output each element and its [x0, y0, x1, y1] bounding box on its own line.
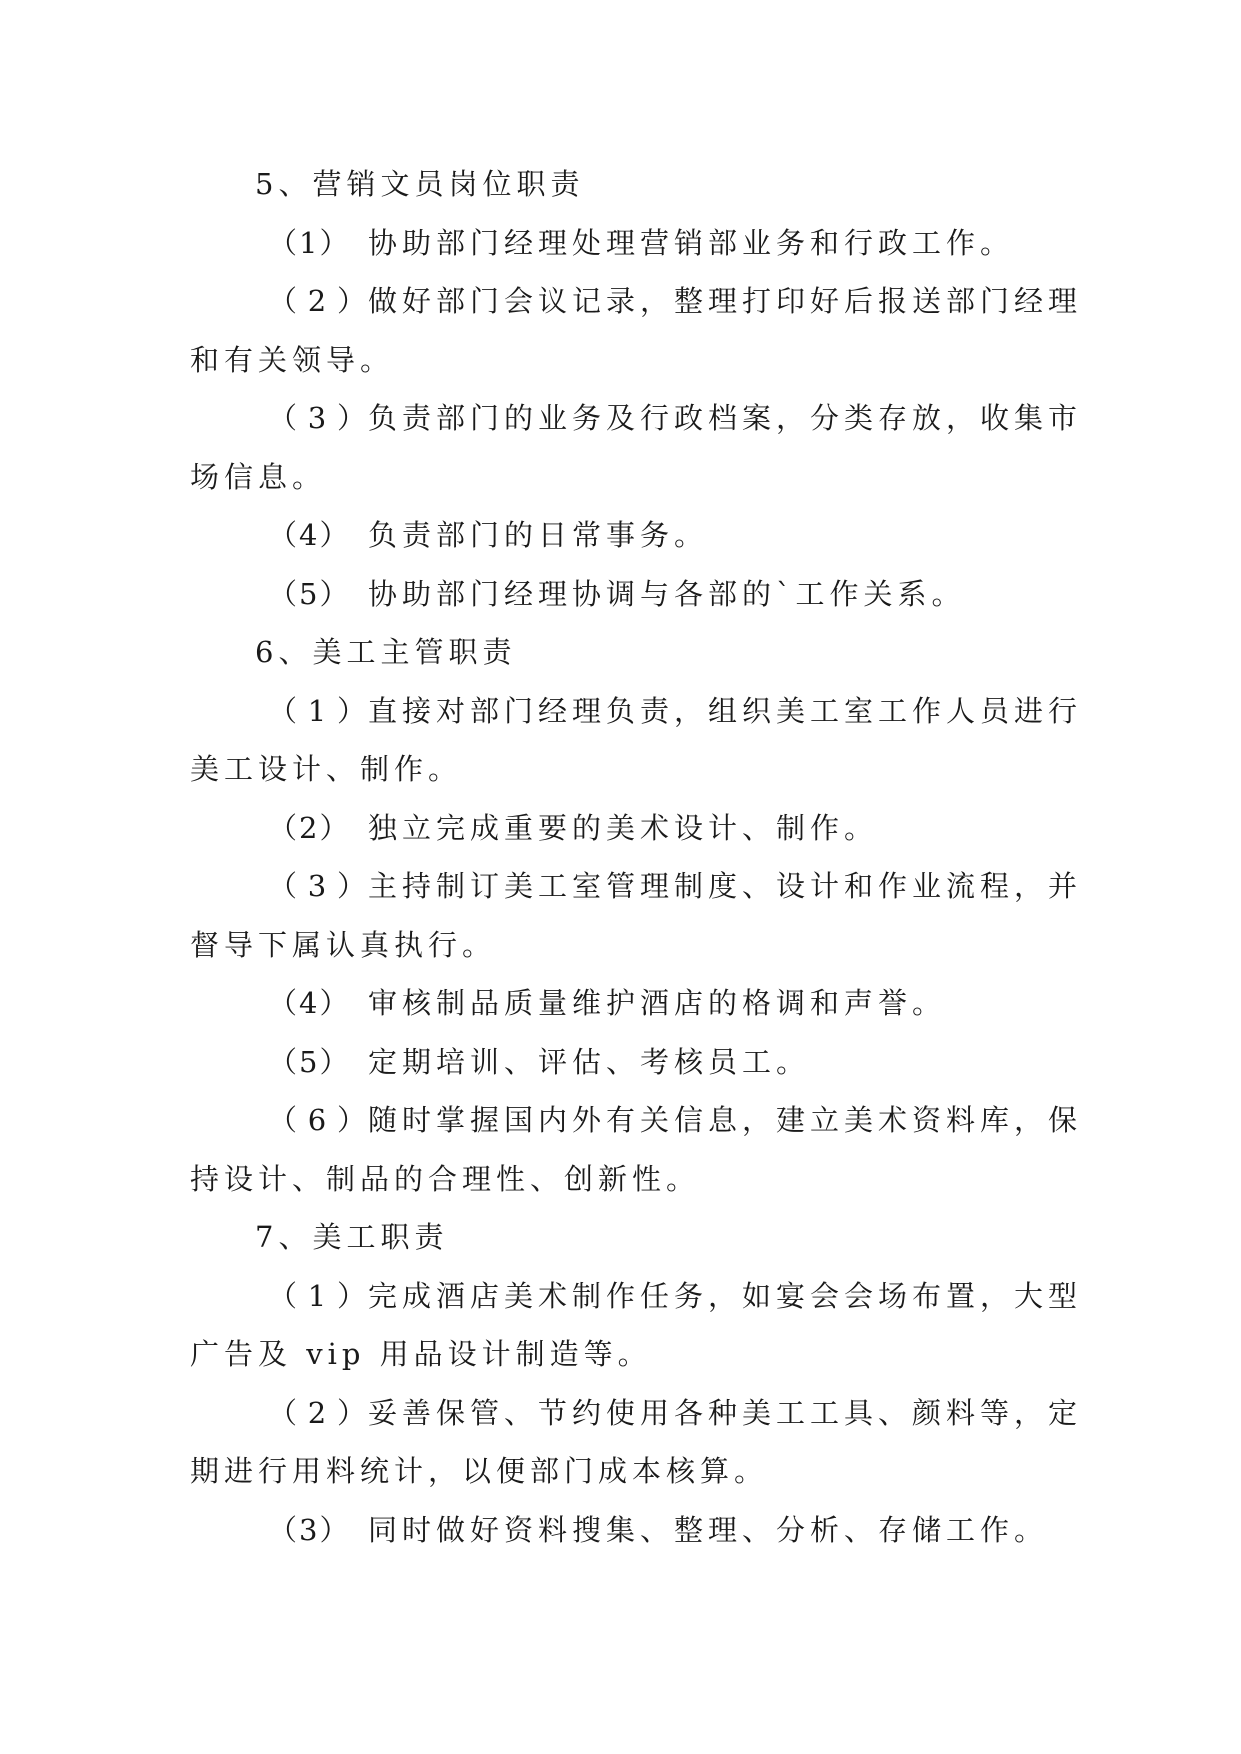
item-number: （3）	[268, 401, 368, 435]
item-number: （2）	[268, 284, 368, 318]
list-item	[190, 214, 1060, 273]
item-number: （1）	[268, 1278, 368, 1313]
list-item	[190, 1091, 1083, 1150]
list-item-continuation: 期进行用料统计，以便部门成本核算。	[190, 1454, 769, 1488]
item-text: 负责部门的业务及行政档案，分类存放，收集市	[368, 401, 1083, 435]
item-number: （6）	[268, 1103, 368, 1137]
section-heading: 6、美工主管职责	[255, 635, 517, 669]
item-text: 协助部门经理协调与各部的`工作关系。	[368, 576, 966, 611]
section-heading: 5、营销文员岗位职责	[255, 167, 585, 201]
list-item	[190, 565, 1060, 624]
item-number: （2）	[268, 810, 351, 845]
item-number: （2）	[268, 1395, 368, 1430]
list-item-continuation: 美工设计、制作。	[190, 752, 463, 786]
item-text: 直接对部门经理负责，组织美工室工作人员进行	[368, 693, 1083, 728]
item-text: 完成酒店美术制作任务，如宴会会场布置，大型	[368, 1278, 1083, 1313]
item-text: 妥善保管、节约使用各种美工工具、颜料等，定	[368, 1395, 1083, 1430]
list-item	[190, 974, 1060, 1033]
list-item	[190, 857, 1083, 916]
item-text: 主持制订美工室管理制度、设计和作业流程，并	[368, 869, 1083, 903]
item-number: （5）	[268, 576, 351, 611]
list-item	[190, 1267, 1083, 1326]
item-number: （1）	[268, 225, 351, 260]
item-text: 独立完成重要的美术设计、制作。	[368, 810, 879, 845]
list-item	[190, 1501, 1060, 1560]
item-number: （1）	[268, 693, 368, 728]
list-item	[190, 272, 1083, 331]
item-number: （5）	[268, 1044, 351, 1079]
list-item-continuation: 督导下属认真执行。	[190, 927, 497, 962]
list-item	[190, 1384, 1083, 1443]
list-item	[190, 799, 1060, 858]
item-number: （3）	[268, 1512, 351, 1547]
list-item-continuation: 场信息。	[190, 459, 327, 494]
list-item	[190, 506, 1060, 565]
list-item	[190, 682, 1083, 741]
item-text: 负责部门的日常事务。	[368, 518, 709, 552]
item-text: 定期培训、评估、考核员工。	[368, 1044, 811, 1079]
list-item-continuation: 持设计、制品的合理性、创新性。	[190, 1161, 701, 1196]
list-item	[190, 1033, 1060, 1092]
document-body	[190, 155, 1083, 1559]
list-item	[190, 389, 1083, 448]
item-text: 做好部门会议记录，整理打印好后报送部门经理	[368, 284, 1083, 318]
item-text: 随时掌握国内外有关信息，建立美术资料库，保	[368, 1103, 1083, 1137]
list-item-continuation: 和有关领导。	[190, 342, 395, 377]
section-heading: 7、美工职责	[255, 1220, 449, 1254]
item-number: （4）	[268, 518, 351, 552]
list-item-continuation: 广告及 vip 用品设计制造等。	[190, 1337, 652, 1371]
item-number: （4）	[268, 986, 351, 1020]
item-text: 审核制品质量维护酒店的格调和声誉。	[368, 986, 947, 1020]
item-text: 同时做好资料搜集、整理、分析、存储工作。	[368, 1512, 1049, 1547]
item-number: （3）	[268, 869, 368, 903]
item-text: 协助部门经理处理营销部业务和行政工作。	[368, 225, 1015, 260]
